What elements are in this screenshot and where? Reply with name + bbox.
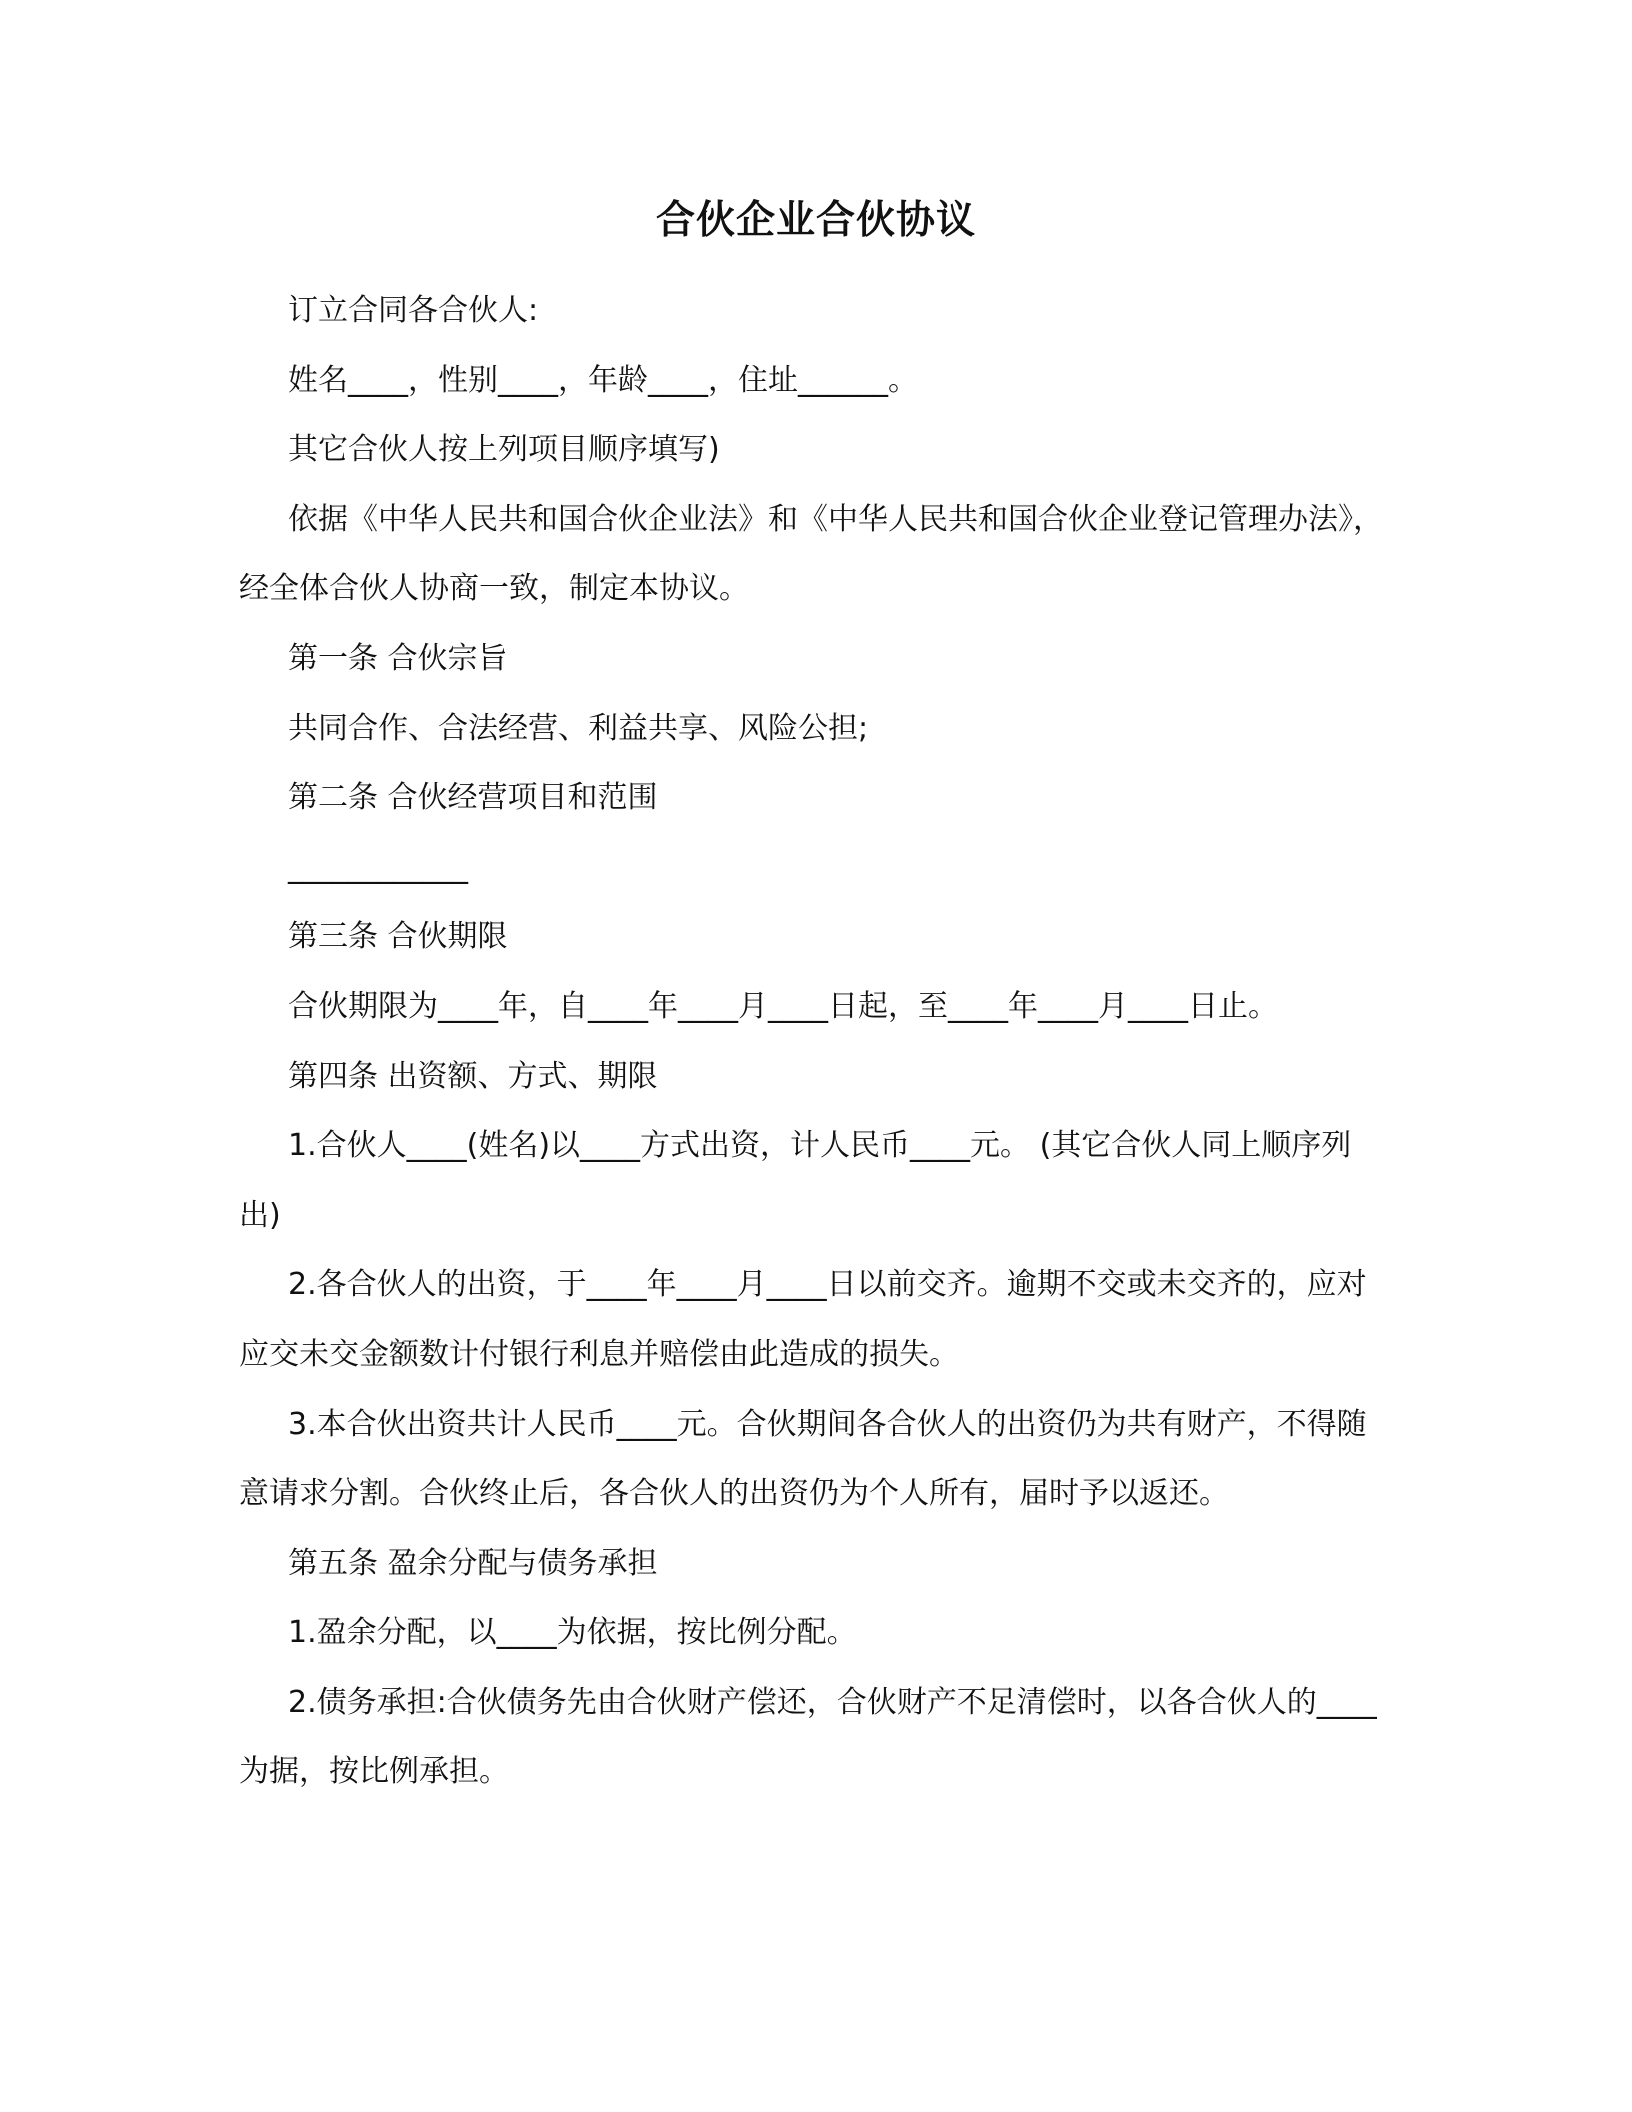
article-4-item-3: 3.本合伙出资共计人民币____元。合伙期间各合伙人的出资仍为共有财产，不得随意请求分割。合伙终止后，各合伙人的出资仍为个人所有，届时予以返还。	[239, 1406, 1367, 1512]
article-4-item-1: 1.合伙人____(姓名)以____方式出资，计人民币____元。 (其它合伙人同上顺序列出)	[239, 1128, 1352, 1233]
article-4-heading: 第四条 出资额、方式、期限	[288, 1058, 658, 1094]
article-1-text: 共同合作、合法经营、利益共享、风险公担;	[288, 710, 869, 746]
paragraph-party-info: 姓名____，性别____，年龄____，住址______。	[288, 362, 918, 398]
article-5-heading: 第五条 盈余分配与债务承担	[288, 1545, 658, 1581]
article-3-text: 合伙期限为____年，自____年____月____日起，至____年____月____日止。	[288, 988, 1278, 1024]
document-title: 合伙企业合伙协议	[655, 198, 976, 243]
article-5-item-2: 2.债务承担:合伙债务先由合伙财产偿还，合伙财产不足清偿时，以各合伙人的____为据，按比例承担。	[239, 1684, 1377, 1790]
paragraph-legal-basis: 依据《中华人民共和国合伙企业法》和《中华人民共和国合伙企业登记管理办法》，经全体合伙人协商一致，制定本协议。	[239, 501, 1383, 607]
article-1-heading: 第一条 合伙宗旨	[288, 640, 508, 676]
document-body	[239, 276, 1383, 1807]
article-5-item-1: 1.盈余分配，以____为依据，按比例分配。	[288, 1615, 857, 1651]
article-2-heading: 第二条 合伙经营项目和范围	[288, 780, 658, 816]
paragraph-parties-heading: 订立合同各合伙人:	[288, 293, 539, 328]
article-4-item-2: 2.各合伙人的出资，于____年____月____日以前交齐。逾期不交或未交齐的，应对应交未交金额数计付银行利息并赔偿由此造成的损失。	[239, 1267, 1367, 1372]
paragraph-other-parties: 其它合伙人按上列项目顺序填写)	[288, 432, 720, 468]
article-2-blank: ____________	[288, 849, 468, 885]
article-3-heading: 第三条 合伙期限	[288, 919, 508, 955]
